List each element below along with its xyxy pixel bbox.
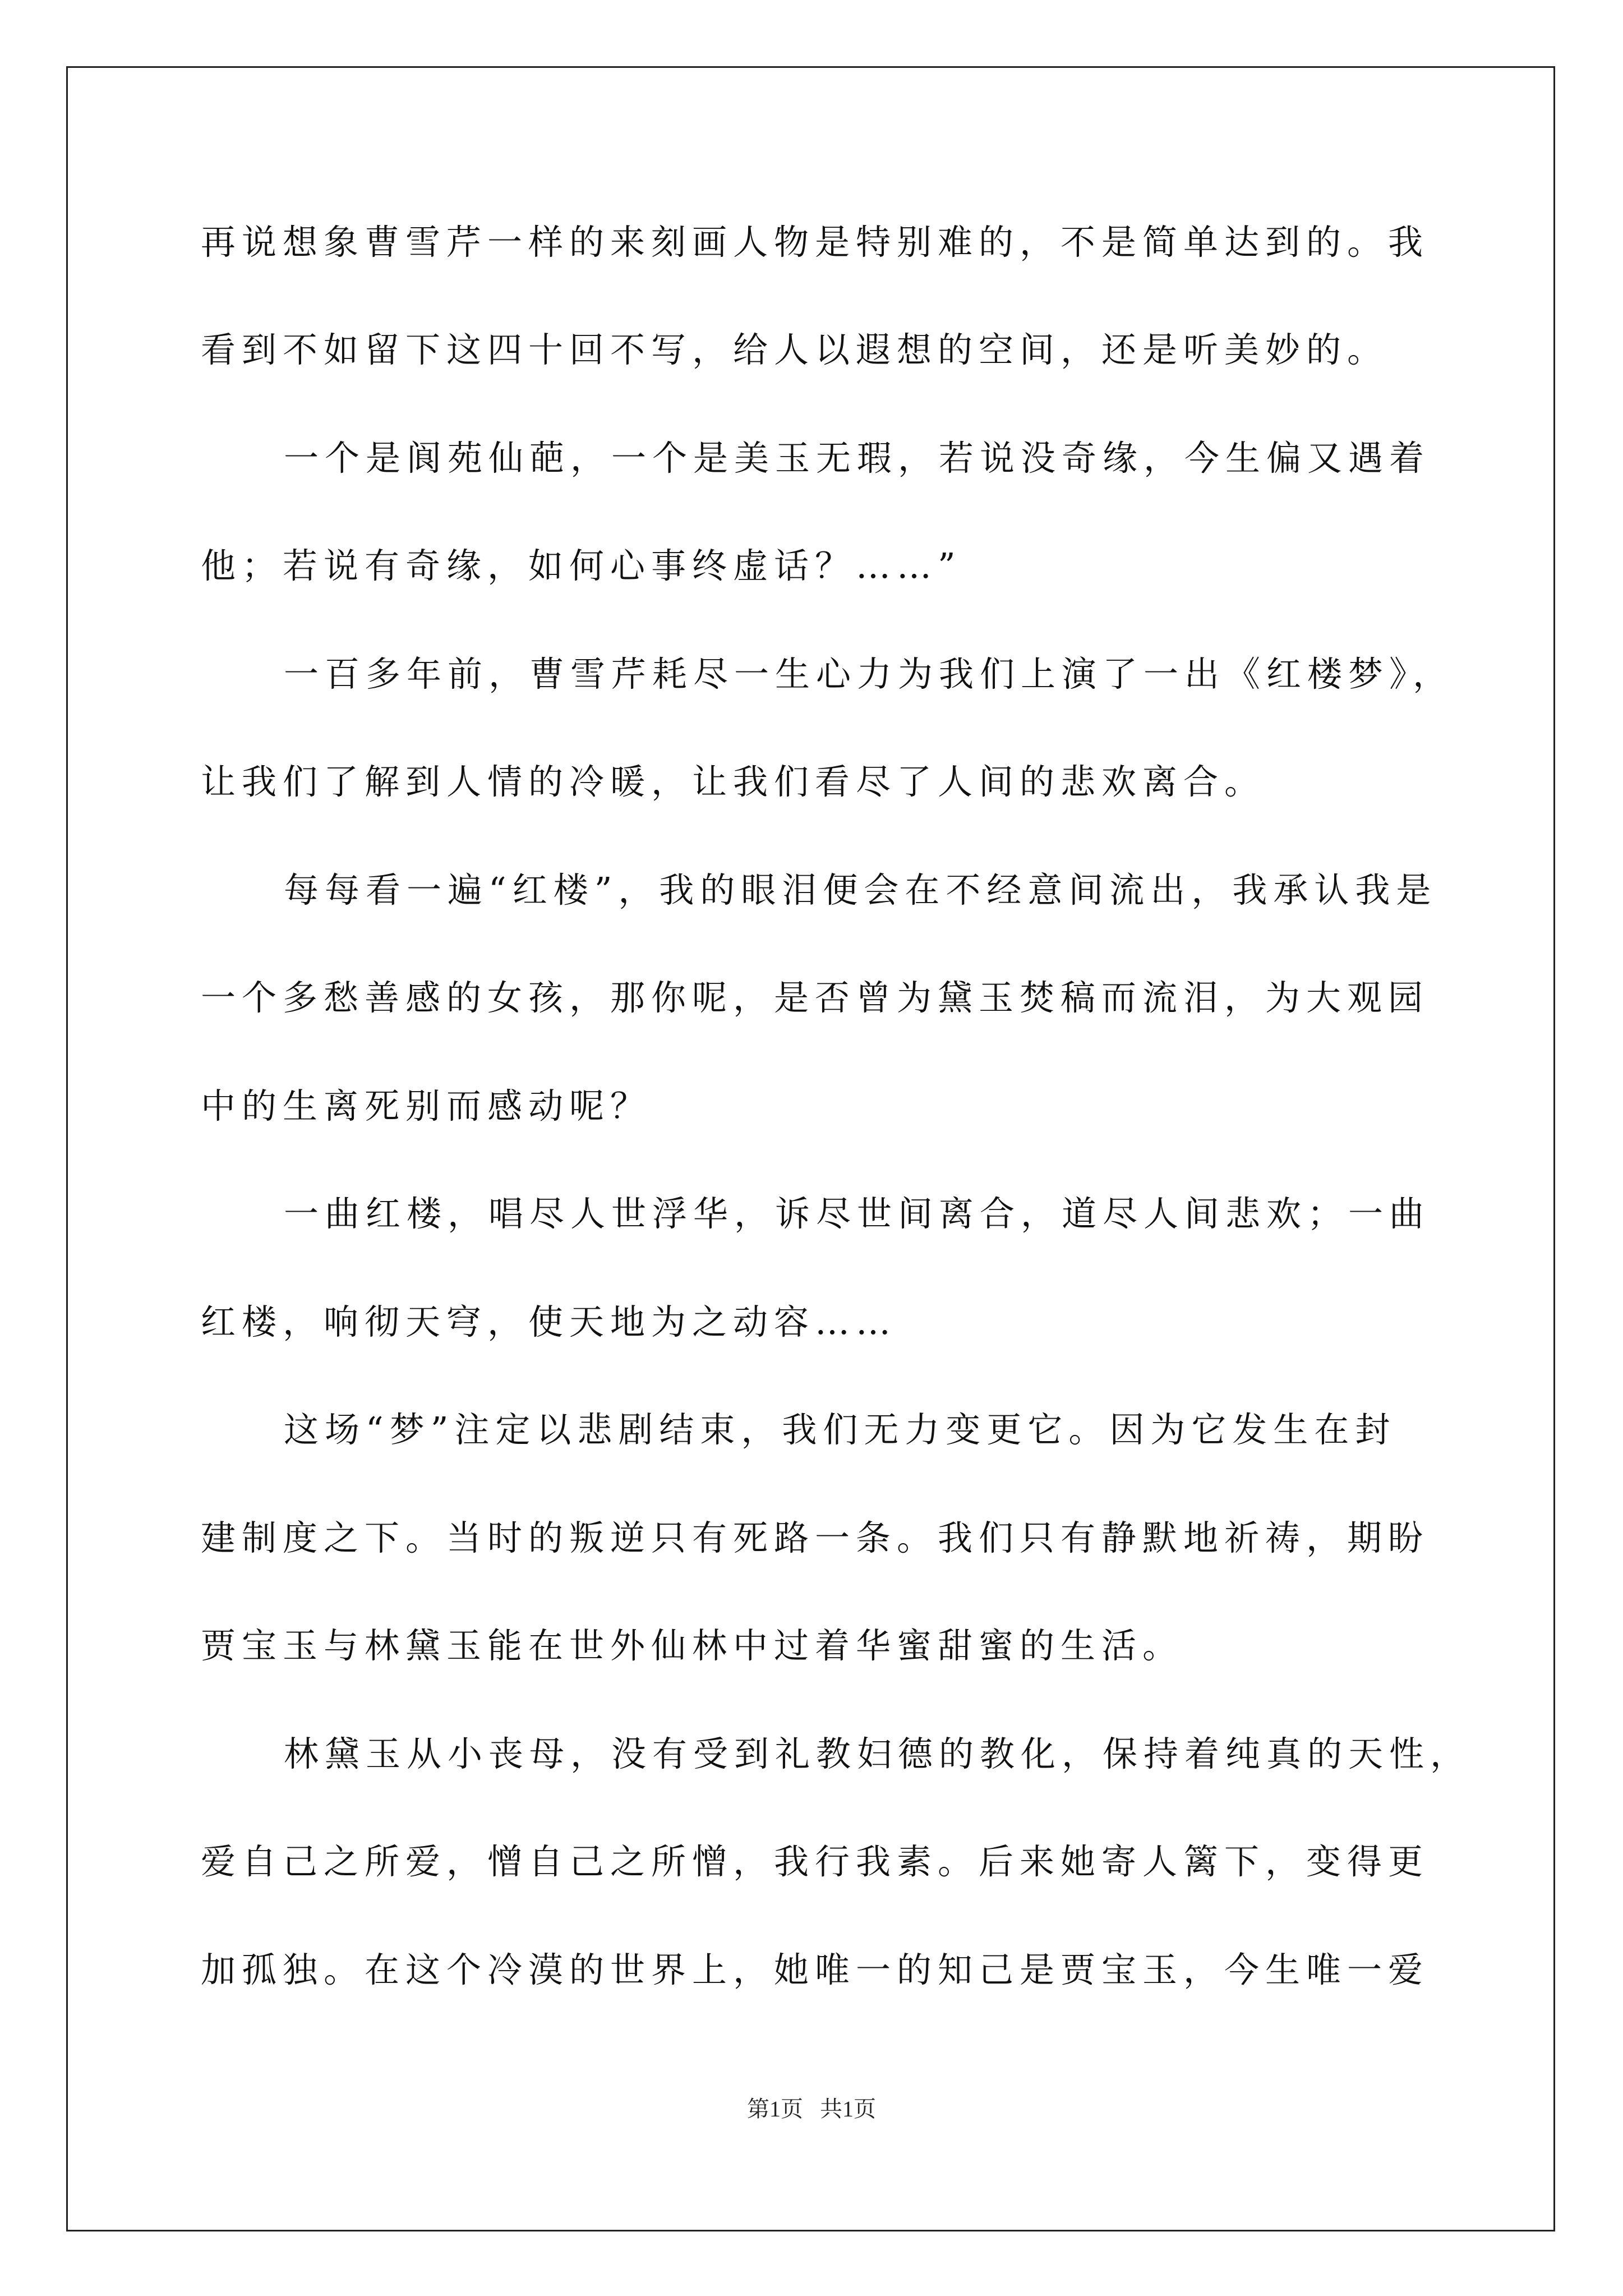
paragraph-first-line: 一百多年前，曹雪芹耗尽一生心力为我们上演了一出《红楼梦》， — [284, 654, 1454, 694]
text-line: 再说想象曹雪芹一样的来刻画人物是特别难的，不是简单达到的。我 — [201, 222, 1430, 263]
paragraph-first-line: 这场“梦”注定以悲剧结束，我们无力变更它。因为它发生在封 — [284, 1409, 1396, 1450]
text-line: 红楼，响彻天穹，使天地为之动容…… — [201, 1301, 897, 1342]
text-line: 他；若说有奇缘，如何心事终虚话？……” — [201, 545, 962, 586]
text-line: 加孤独。在这个冷漠的世界上，她唯一的知己是贾宝玉，今生唯一爱 — [201, 1949, 1430, 1990]
page-number-footer: 第1页 共1页 — [747, 2096, 876, 2122]
paragraph-first-line: 一个是阆苑仙葩，一个是美玉无瑕，若说没奇缘，今生偏又遇着 — [284, 438, 1431, 478]
text-line: 贾宝玉与林黛玉能在世外仙林中过着华蜜甜蜜的生活。 — [201, 1625, 1184, 1666]
text-line: 让我们了解到人情的冷暖，让我们看尽了人间的悲欢离合。 — [201, 761, 1266, 802]
paragraph-first-line: 林黛玉从小丧母，没有受到礼教妇德的教化，保持着纯真的天性， — [284, 1733, 1472, 1774]
text-line: 看到不如留下这四十回不写，给人以遐想的空间，还是听美妙的。 — [201, 329, 1389, 370]
text-line: 中的生离死别而感动呢？ — [201, 1085, 652, 1126]
text-line: 建制度之下。当时的叛逆只有死路一条。我们只有静默地祈祷，期盼 — [201, 1517, 1430, 1558]
text-line: 爱自己之所爱，憎自己之所憎，我行我素。后来她寄人篱下，变得更 — [201, 1841, 1430, 1882]
paragraph-first-line: 一曲红楼，唱尽人世浮华，诉尽世间离合，道尽人间悲欢；一曲 — [284, 1193, 1431, 1234]
text-line: 一个多愁善感的女孩，那你呢，是否曾为黛玉焚稿而流泪，为大观园 — [201, 977, 1430, 1018]
page-border — [66, 66, 1555, 2231]
paragraph-first-line: 每每看一遍“红楼”，我的眼泪便会在不经意间流出，我承认我是 — [284, 869, 1437, 910]
